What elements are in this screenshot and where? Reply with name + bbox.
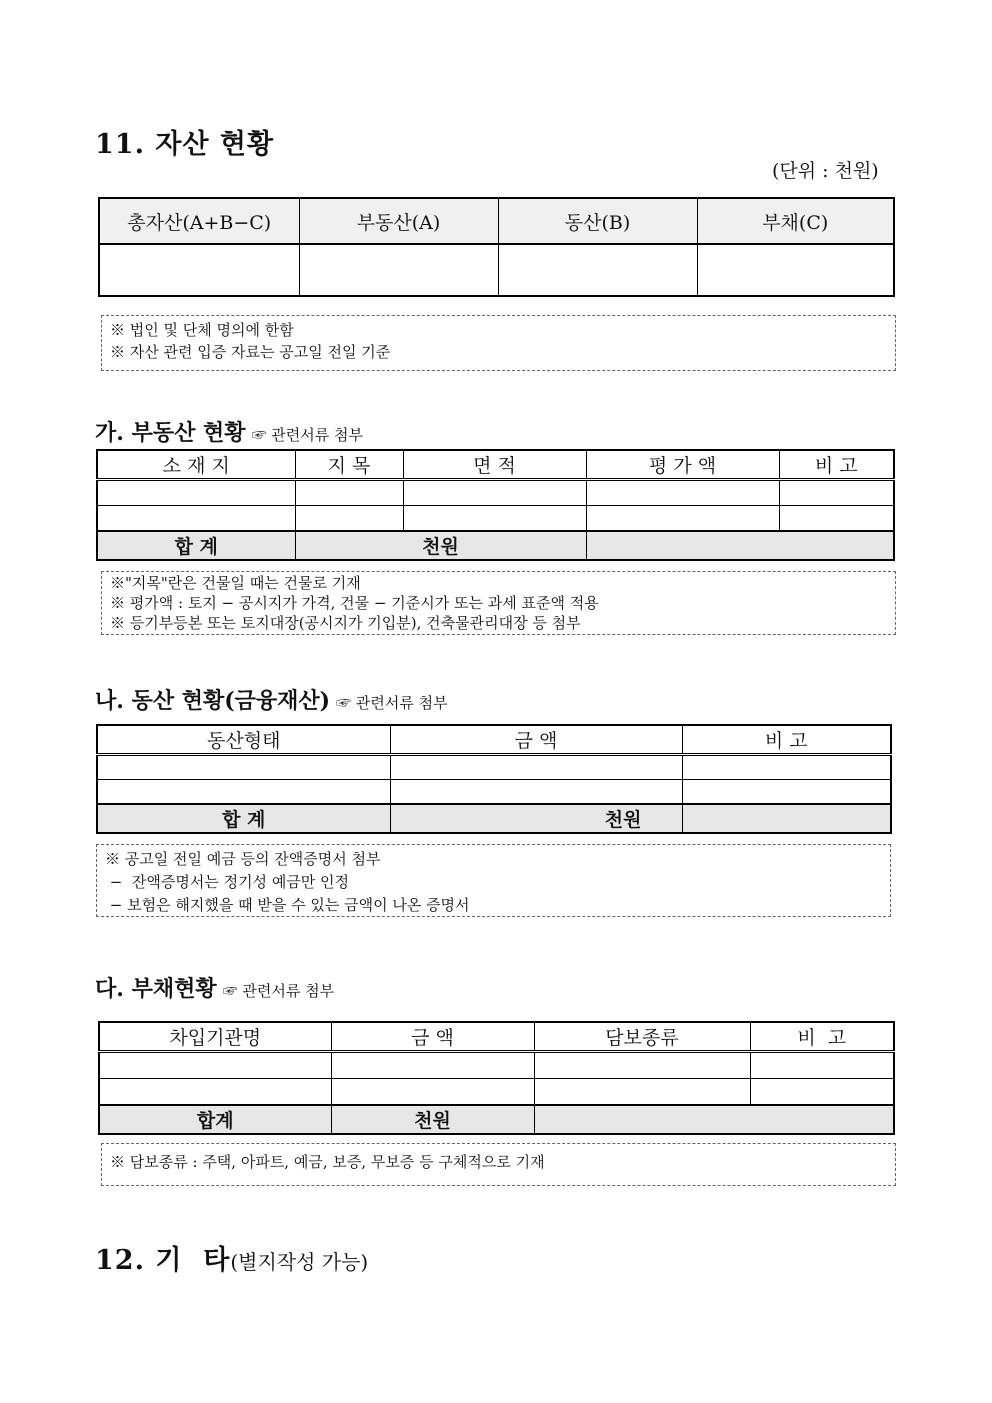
note-line: ※ 담보종류 : 주택, 아파트, 예금, 보증, 무보증 등 구체적으로 기재 bbox=[110, 1153, 545, 1171]
header-cell: 담보종류 bbox=[534, 1022, 750, 1052]
total-row bbox=[99, 1105, 894, 1134]
table-row bbox=[99, 244, 894, 296]
movable-notes bbox=[96, 844, 891, 917]
header-cell: 비 고 bbox=[750, 1022, 894, 1052]
input-cell[interactable] bbox=[403, 506, 586, 532]
header-cell: 동산형태 bbox=[97, 725, 390, 755]
header-cell: 동산(B) bbox=[498, 198, 697, 244]
input-cell[interactable] bbox=[697, 244, 894, 296]
total-label: 합계 bbox=[99, 1105, 331, 1134]
section-12-title-text: 12. 기 타 bbox=[95, 1245, 231, 1276]
section-12-title bbox=[95, 1238, 368, 1277]
total-value[interactable]: 천원 bbox=[390, 804, 682, 833]
note-line: ※"지목"란은 건물일 때는 건물로 기재 bbox=[110, 574, 361, 592]
table-row bbox=[97, 780, 891, 805]
input-cell[interactable] bbox=[99, 1052, 331, 1079]
header-cell: 금 액 bbox=[390, 725, 682, 755]
debt-notes bbox=[101, 1143, 896, 1186]
header-cell: 총자산(A+B−C) bbox=[99, 198, 299, 244]
attach-note: ☞ 관련서류 첨부 bbox=[222, 982, 335, 1000]
input-cell[interactable] bbox=[295, 480, 403, 506]
section-12-subtitle: (별지작성 가능) bbox=[230, 1250, 369, 1274]
real-estate-table bbox=[96, 449, 895, 561]
input-cell[interactable] bbox=[331, 1052, 534, 1079]
input-cell[interactable] bbox=[390, 755, 682, 780]
total-value[interactable]: 천원 bbox=[295, 531, 586, 560]
header-cell: 비 고 bbox=[779, 450, 894, 480]
note-line: ※ 평가액 : 토지 − 공시지가 가격, 건물 − 기준시가 또는 과세 표준액 적용 bbox=[110, 594, 599, 612]
note-line: ※ 법인 및 단체 명의에 한함 bbox=[110, 321, 294, 339]
input-cell[interactable] bbox=[99, 244, 299, 296]
input-cell[interactable] bbox=[295, 506, 403, 532]
input-cell[interactable] bbox=[682, 780, 891, 805]
table-row bbox=[99, 1079, 894, 1106]
total-blank bbox=[586, 531, 894, 560]
total-blank bbox=[534, 1105, 894, 1134]
table-row bbox=[97, 506, 894, 532]
header-cell: 차입기관명 bbox=[99, 1022, 331, 1052]
header-cell: 부채(C) bbox=[697, 198, 894, 244]
total-value[interactable]: 천원 bbox=[331, 1105, 534, 1134]
table-row bbox=[97, 755, 891, 780]
input-cell[interactable] bbox=[586, 506, 779, 532]
real-estate-title bbox=[95, 416, 363, 447]
note-line: − 잔액증명서는 정기성 예금만 인정 bbox=[105, 873, 350, 891]
total-blank bbox=[682, 804, 891, 833]
debt-table bbox=[98, 1021, 895, 1135]
note-line: ※ 공고일 전일 예금 등의 잔액증명서 첨부 bbox=[105, 850, 381, 868]
total-label: 합 계 bbox=[97, 531, 295, 560]
attach-note: ☞ 관련서류 첨부 bbox=[336, 694, 448, 712]
input-cell[interactable] bbox=[779, 506, 894, 532]
header-cell: 평 가 액 bbox=[586, 450, 779, 480]
movable-title bbox=[95, 684, 448, 715]
input-cell[interactable] bbox=[403, 480, 586, 506]
input-cell[interactable] bbox=[331, 1079, 534, 1106]
input-cell[interactable] bbox=[750, 1052, 894, 1079]
asset-notes bbox=[101, 315, 896, 371]
unit-label: (단위 : 천원) bbox=[772, 160, 879, 182]
input-cell[interactable] bbox=[534, 1052, 750, 1079]
attach-note: ☞ 관련서류 첨부 bbox=[251, 426, 363, 444]
header-cell: 부동산(A) bbox=[299, 198, 498, 244]
header-cell: 금 액 bbox=[331, 1022, 534, 1052]
header-cell: 지 목 bbox=[295, 450, 403, 480]
table-header-row bbox=[97, 725, 891, 755]
input-cell[interactable] bbox=[99, 1079, 331, 1106]
header-cell: 면 적 bbox=[403, 450, 586, 480]
input-cell[interactable] bbox=[586, 480, 779, 506]
input-cell[interactable] bbox=[97, 780, 390, 805]
movable-title-text: 나. 동산 현황(금융재산) bbox=[95, 688, 331, 714]
input-cell[interactable] bbox=[682, 755, 891, 780]
asset-table bbox=[98, 197, 895, 297]
debt-title bbox=[95, 972, 334, 1003]
total-row bbox=[97, 531, 894, 560]
note-line: ※ 등기부등본 또는 토지대장(공시지가 기입분), 건축물관리대장 등 첨부 bbox=[110, 614, 581, 632]
input-cell[interactable] bbox=[779, 480, 894, 506]
table-row bbox=[97, 480, 894, 506]
debt-title-text: 다. 부채현황 bbox=[95, 976, 217, 1002]
table-header-row bbox=[97, 450, 894, 480]
header-cell: 소 재 지 bbox=[97, 450, 295, 480]
input-cell[interactable] bbox=[97, 480, 295, 506]
table-header-row bbox=[99, 1022, 894, 1052]
real-estate-notes bbox=[101, 571, 896, 635]
input-cell[interactable] bbox=[498, 244, 697, 296]
note-line: ※ 자산 관련 입증 자료는 공고일 전일 기준 bbox=[110, 343, 391, 361]
input-cell[interactable] bbox=[299, 244, 498, 296]
input-cell[interactable] bbox=[750, 1079, 894, 1106]
table-row bbox=[99, 1052, 894, 1079]
header-cell: 비 고 bbox=[682, 725, 891, 755]
total-row bbox=[97, 804, 891, 833]
total-label: 합 계 bbox=[97, 804, 390, 833]
movable-table bbox=[96, 724, 892, 834]
input-cell[interactable] bbox=[390, 780, 682, 805]
section-11-title: 11. 자산 현황 bbox=[95, 129, 275, 160]
input-cell[interactable] bbox=[534, 1079, 750, 1106]
real-estate-title-text: 가. 부동산 현황 bbox=[95, 420, 246, 446]
input-cell[interactable] bbox=[97, 755, 390, 780]
table-header-row bbox=[99, 198, 894, 244]
note-line: − 보험은 해지했을 때 받을 수 있는 금액이 나온 증명서 bbox=[105, 896, 470, 914]
input-cell[interactable] bbox=[97, 506, 295, 532]
